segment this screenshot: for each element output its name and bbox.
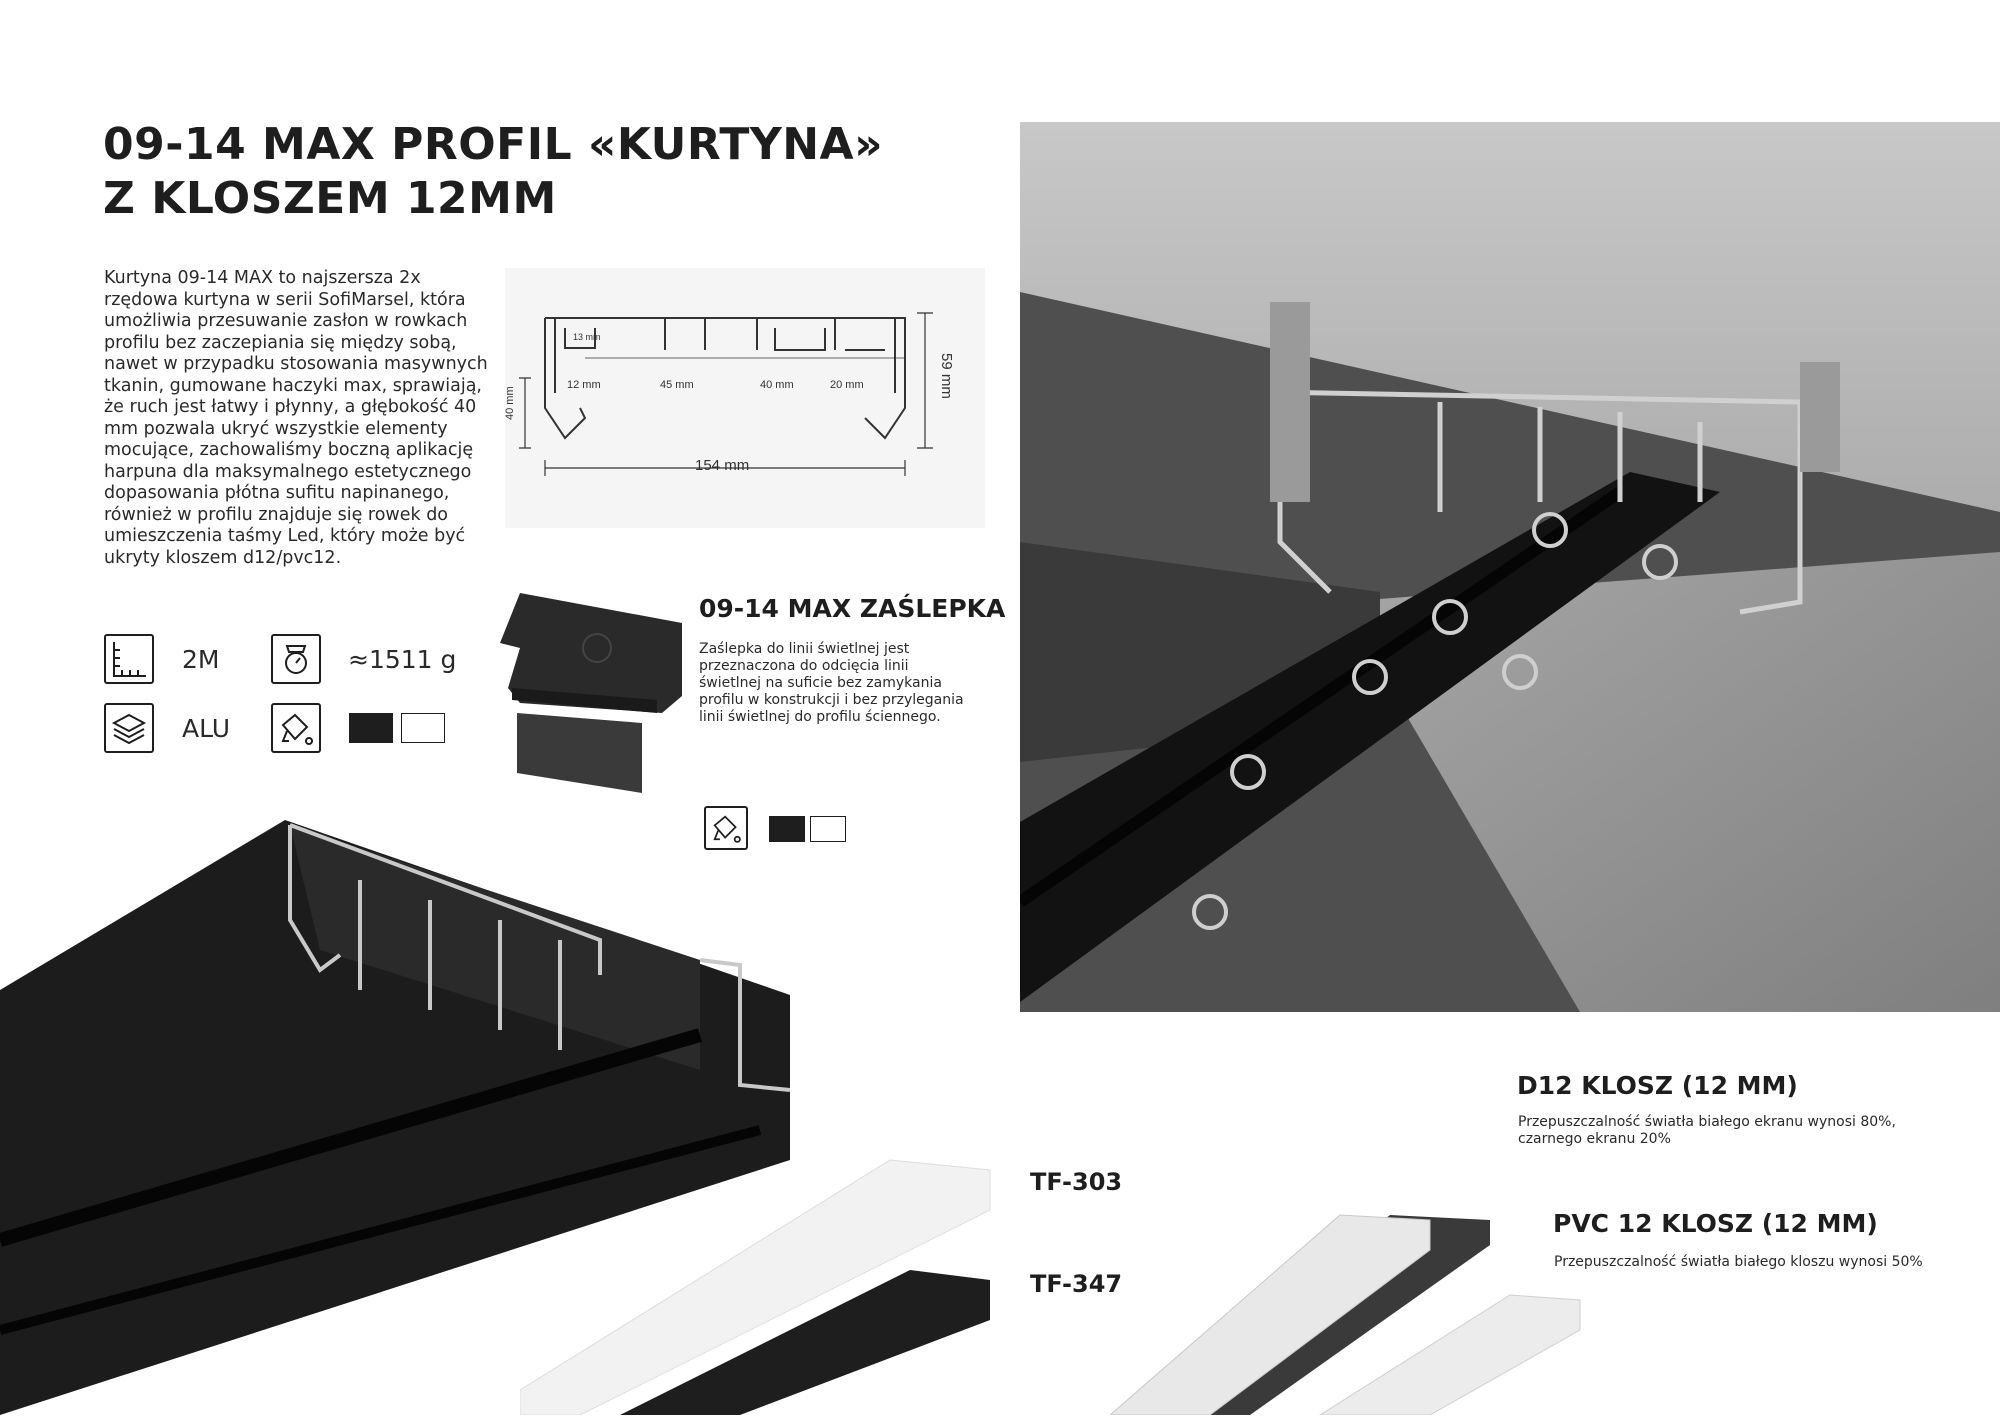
dim-59: 59 mm [938,353,955,399]
page-title-line-2: Z KLOSZEM 12MM [103,173,557,224]
paint-bucket-icon [271,703,321,753]
end-cap-swatch-white [810,816,846,842]
end-cap-title: 09-14 MAX ZAŚLEPKA [699,594,1006,623]
page-title [103,118,923,226]
dim-45: 45 mm [660,379,694,391]
layers-icon [104,703,154,753]
dim-20: 20 mm [830,379,864,391]
dim-40-width: 40 mm [760,379,794,391]
tf-347-label: TF-347 [1030,1270,1123,1298]
color-swatch-black [349,713,393,743]
installation-photo [1020,122,2000,1012]
end-cap-description: Zaślepka do linii świetlnej jest przeznaczona do odcięcia linii świetlnej na suficie bez zamykania profilu w konstrukcji i bez przylegania linii świetlnej do profilu ściennego. [699,641,964,725]
dim-12: 12 mm [567,379,601,391]
dim-40-height: 40 mm [505,386,516,420]
profile-cross-section [505,268,985,528]
d12-title: D12 KLOSZ (12 MM) [1517,1071,1798,1100]
dim-154: 154 mm [695,457,750,474]
cover-profiles-image [1110,1190,1590,1415]
length-value: 2M [182,645,220,674]
pvc12-title: PVC 12 KLOSZ (12 MM) [1553,1209,1878,1238]
diffuser-profiles-image [520,1150,1000,1415]
material-value: ALU [182,714,231,743]
weight-value: ≈1511 g [348,645,457,674]
product-description: Kurtyna 09-14 MAX to najszersza 2x rzędowa kurtyna w serii SofiMarsel, która umożliwia przesuwanie zasłon w rowkach profilu bez zaczepiania się między sobą, nawet w przypadku stosowania masywnych tkanin, gumowane haczyki max, sprawiają, że ruch jest łatwy i płynny, a głębokość 40 mm pozwala ukryć wszystkie elementy mocujące, zachowaliśmy boczną aplikację harpuna dla maksymalnego estetycznego dopasowania płótna sufitu napinanego, również w profilu znajduje się rowek do umieszczenia taśmy Led, który może być ukryty kloszem d12/pvc12. [104,268,488,568]
d12-description: Przepuszczalność światła białego ekranu wynosi 80%, czarnego ekranu 20% [1518,1114,1896,1147]
page-title-line-1: 09-14 MAX PROFIL «KURTYNA» [103,119,883,170]
technical-drawing [505,268,985,528]
end-cap-image [492,588,692,803]
ruler-icon [104,634,154,684]
scale-icon [271,634,321,684]
color-swatch-white [401,713,445,743]
pvc12-description: Przepuszczalność światła białego kloszu wynosi 50% [1554,1254,1923,1270]
dim-13: 13 mm [573,332,601,342]
tf-303-label: TF-303 [1030,1168,1123,1196]
